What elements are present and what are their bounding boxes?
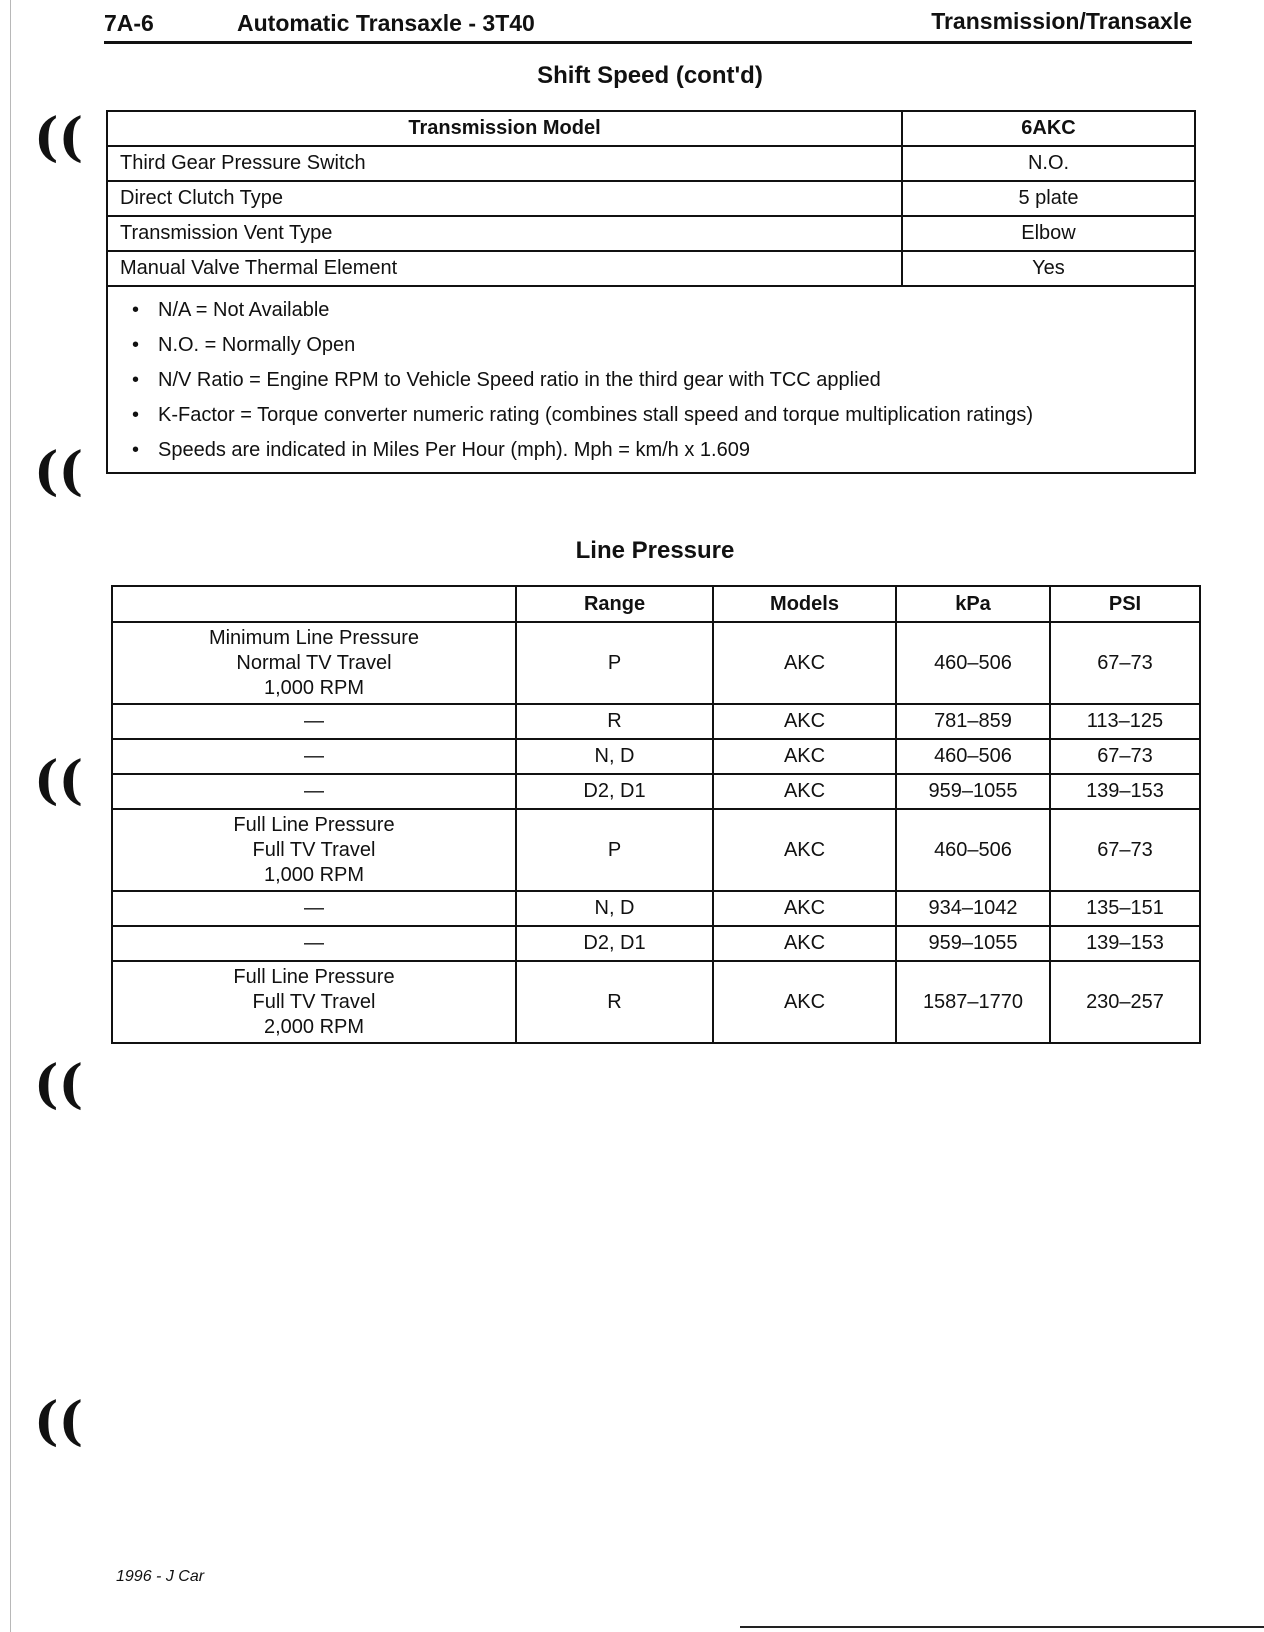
kpa-cell: 959–1055 — [896, 926, 1050, 961]
psi-cell: 67–73 — [1050, 739, 1200, 774]
range-cell: P — [516, 809, 713, 891]
spec-row — [107, 216, 1195, 251]
range-cell: P — [516, 622, 713, 704]
psi-cell: 139–153 — [1050, 774, 1200, 809]
spec-row-value: N.O. — [902, 146, 1195, 181]
spec-row — [107, 146, 1195, 181]
line-pressure-table — [111, 585, 1201, 1044]
kpa-cell: 934–1042 — [896, 891, 1050, 926]
models-cell: AKC — [713, 739, 896, 774]
section-name: Transmission/Transaxle — [931, 8, 1192, 34]
line-pressure-header-row — [112, 586, 1200, 622]
kpa-cell: 781–859 — [896, 704, 1050, 739]
condition-cell — [112, 622, 516, 704]
psi-cell: 139–153 — [1050, 926, 1200, 961]
table-row — [112, 739, 1200, 774]
psi-cell: 67–73 — [1050, 809, 1200, 891]
spec-row-value: Yes — [902, 251, 1195, 286]
condition-line: — — [304, 710, 324, 732]
table-row — [112, 622, 1200, 704]
bullet-icon: • — [132, 404, 140, 426]
psi-cell: 135–151 — [1050, 891, 1200, 926]
condition-line: — — [304, 780, 324, 802]
header-rule — [104, 41, 1192, 44]
table-row — [112, 774, 1200, 809]
spec-row-label: Manual Valve Thermal Element — [107, 251, 902, 286]
models-cell: AKC — [713, 891, 896, 926]
spec-row-value: Elbow — [902, 216, 1195, 251]
kpa-cell: 460–506 — [896, 739, 1050, 774]
bullet-icon: • — [132, 369, 140, 391]
models-cell: AKC — [713, 622, 896, 704]
column-header: Range — [516, 586, 713, 622]
condition-line: — — [304, 897, 324, 919]
condition-line: Full TV Travel — [252, 990, 376, 1013]
spec-row — [107, 181, 1195, 216]
spec-header-label: Transmission Model — [107, 111, 902, 146]
table-row — [112, 704, 1200, 739]
table-row — [112, 926, 1200, 961]
binder-edge-line — [10, 0, 11, 1632]
note-text: N/A = Not Available — [158, 299, 330, 321]
range-cell: R — [516, 961, 713, 1043]
range-cell: R — [516, 704, 713, 739]
condition-cell — [112, 891, 516, 926]
table-row — [112, 809, 1200, 891]
note-item — [128, 330, 1182, 365]
note-text: N/V Ratio = Engine RPM to Vehicle Speed ratio in the third gear with TCC applied — [158, 369, 881, 391]
models-cell: AKC — [713, 926, 896, 961]
binder-hole-icon: (( — [34, 750, 84, 811]
binder-hole-icon: (( — [34, 107, 84, 168]
shift-speed-title: Shift Speed (cont'd) — [537, 62, 763, 89]
kpa-cell: 460–506 — [896, 809, 1050, 891]
notes-cell — [107, 286, 1195, 473]
note-item — [128, 435, 1182, 470]
condition-line: Full Line Pressure — [233, 813, 395, 836]
column-header — [112, 586, 516, 622]
column-header: kPa — [896, 586, 1050, 622]
condition-line: Minimum Line Pressure — [208, 626, 420, 649]
condition-cell — [112, 961, 516, 1043]
bottom-rule — [740, 1626, 1264, 1628]
condition-line: — — [304, 932, 324, 954]
condition-line: Full Line Pressure — [233, 965, 395, 988]
column-header: PSI — [1050, 586, 1200, 622]
condition-line: 1,000 RPM — [263, 676, 365, 699]
footer-text: 1996 - J Car — [116, 1568, 205, 1585]
column-header: Models — [713, 586, 896, 622]
condition-line: 1,000 RPM — [263, 863, 365, 886]
models-cell: AKC — [713, 809, 896, 891]
spec-header-row — [107, 111, 1195, 146]
models-cell: AKC — [713, 774, 896, 809]
spec-row-value: 5 plate — [902, 181, 1195, 216]
spec-row-label: Transmission Vent Type — [107, 216, 902, 251]
kpa-cell: 1587–1770 — [896, 961, 1050, 1043]
binder-hole-icon: (( — [34, 1054, 84, 1115]
spec-header-value: 6AKC — [902, 111, 1195, 146]
bullet-icon: • — [132, 439, 140, 461]
note-item — [128, 400, 1182, 435]
spec-row-label: Direct Clutch Type — [107, 181, 902, 216]
note-item — [128, 295, 1182, 330]
condition-line: Normal TV Travel — [236, 651, 392, 674]
psi-cell: 113–125 — [1050, 704, 1200, 739]
condition-line: Full TV Travel — [252, 838, 376, 861]
spec-notes-row — [107, 286, 1195, 473]
range-cell: N, D — [516, 891, 713, 926]
page-number: 7A-6 — [104, 10, 154, 36]
range-cell: D2, D1 — [516, 774, 713, 809]
range-cell: N, D — [516, 739, 713, 774]
condition-line: — — [304, 745, 324, 767]
binder-hole-icon: (( — [34, 441, 84, 502]
condition-cell — [112, 774, 516, 809]
document-title: Automatic Transaxle - 3T40 — [237, 10, 535, 36]
spec-row — [107, 251, 1195, 286]
psi-cell: 230–257 — [1050, 961, 1200, 1043]
kpa-cell: 460–506 — [896, 622, 1050, 704]
condition-line: 2,000 RPM — [263, 1015, 365, 1038]
note-text: Speeds are indicated in Miles Per Hour (mph). Mph = km/h x 1.609 — [158, 439, 750, 461]
kpa-cell: 959–1055 — [896, 774, 1050, 809]
line-pressure-body — [112, 622, 1200, 1043]
spec-row-label: Third Gear Pressure Switch — [107, 146, 902, 181]
condition-cell — [112, 739, 516, 774]
table-row — [112, 961, 1200, 1043]
note-item — [128, 365, 1182, 400]
models-cell: AKC — [713, 961, 896, 1043]
note-text: K-Factor = Torque converter numeric rating (combines stall speed and torque multiplication ratings) — [158, 404, 1034, 426]
psi-cell: 67–73 — [1050, 622, 1200, 704]
shift-speed-table — [106, 110, 1196, 474]
table-row — [112, 891, 1200, 926]
bullet-icon: • — [132, 334, 140, 356]
notes-list — [128, 295, 1182, 470]
binder-hole-icon: (( — [34, 1391, 84, 1452]
line-pressure-title: Line Pressure — [575, 537, 735, 564]
bullet-icon: • — [132, 299, 140, 321]
range-cell: D2, D1 — [516, 926, 713, 961]
condition-cell — [112, 926, 516, 961]
models-cell: AKC — [713, 704, 896, 739]
condition-cell — [112, 809, 516, 891]
note-text: N.O. = Normally Open — [158, 334, 356, 356]
condition-cell — [112, 704, 516, 739]
